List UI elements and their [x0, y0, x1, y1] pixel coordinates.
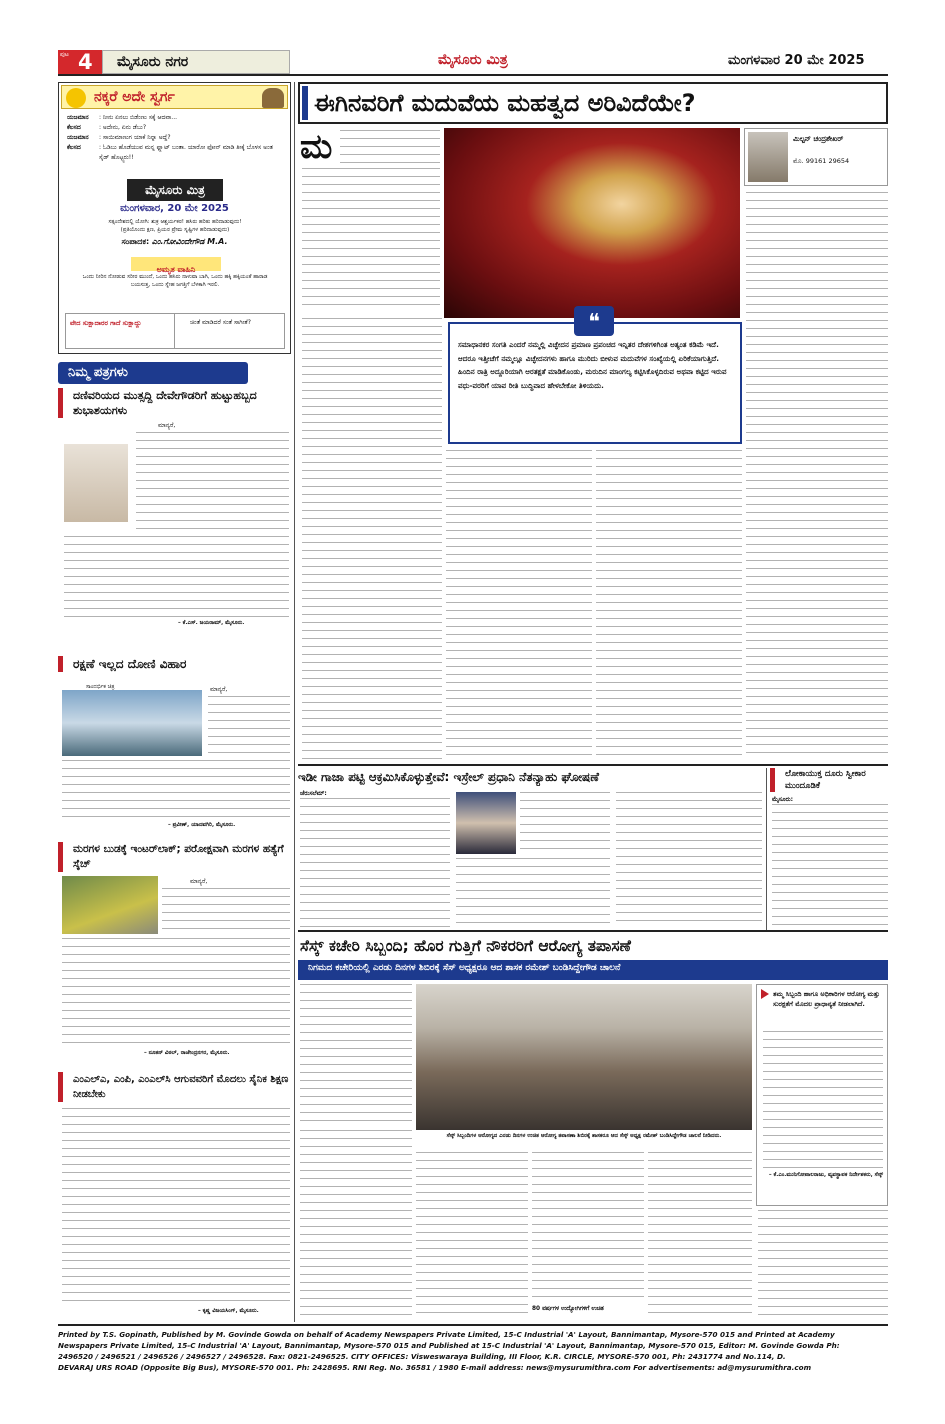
letter-1	[58, 388, 291, 640]
letter-2-body-2	[62, 760, 290, 820]
editor-line	[59, 237, 290, 247]
joke-lines	[67, 113, 285, 163]
imprint-line-2: Newspapers Private Limited, 15-C Industrial 'A' Layout, Bannimantap, Mysore-570 015 and Published at 15-C Industrial 'A' Layout, Bannimantap, Mysore-570 015, Editor: M. Govinde Gowda Ph:	[58, 1341, 840, 1350]
logo-box	[127, 179, 223, 201]
pull-quote-box	[448, 310, 742, 444]
letter-3	[58, 842, 291, 1064]
lead-body-col-3	[596, 450, 742, 760]
health-col-1	[300, 984, 412, 1128]
letter-2-salute: ಮಾನ್ಯರೆ,	[210, 686, 228, 693]
side-quote-arrow-icon	[761, 989, 769, 999]
lead-headline-accent	[302, 86, 308, 120]
lead-photo	[444, 128, 740, 318]
health-headline: ಸೆಸ್ಕ್ ಕಚೇರಿ ಸಿಬ್ಬಂದಿ; ಹೊರ ಗುತ್ತಿಗೆ ನೌಕರರಿಗೆ ಆರೋಗ್ಯ ತಪಾಸಣೆ	[300, 937, 631, 955]
imprint-line-3: 2496520 / 2496521 / 2496526 / 2496527 / 2496528. Fax: 0821-2496525. CITY OFFICES: Visweswaraya Building, III Floor, K.R. CIRCLE, MYSORE-570 001, Ph: 2431774 and No.114, D.	[58, 1352, 786, 1361]
health-subhead: ನಿಗಮದ ಕಚೇರಿಯಲ್ಲಿ ಎರಡು ದಿನಗಳ ಶಿಬಿರಕ್ಕೆ ಸೆಸ್ ಅಧ್ಯಕ್ಷರೂ ಆದ ಶಾಸಕ ರಮೇಶ್ ಬಂಡಿಸಿದ್ದೇಗೌಡ ಚಾಲನೆ	[308, 963, 621, 973]
issue-date: ಮಂಗಳವಾರ 20 ಮೇ 2025	[728, 53, 865, 68]
quote-icon: ❝	[574, 306, 614, 336]
editor-name: ಎಂ.ಗೋವಿಂದೇಗೌಡ M.A.	[151, 237, 228, 246]
author-photo	[748, 132, 788, 182]
pull-quote-text: ಸಮಾಧಾನಕರ ಸಂಗತಿ ಎಂದರೆ ನಮ್ಮಲ್ಲಿ ವಿಚ್ಛೇದನ ಪ್ರಮಾಣ ಪ್ರಪಂಚದ ಇನ್ನಿತರ ದೇಶಗಳಿಗಿಂತ ಅತ್ಯಂತ ಕಡಿಮೆ ಇದೆ. ಆದರೂ ಇತ್ತೀಚೆಗೆ ನಮ್ಮಲ್ಲೂ ವಿಚ್ಛೇದನಗಳು ಹಾಗೂ ಮುರಿದು ಬೀಳುವ ಮದುವೆಗಳ ಸಂಖ್ಯೆಯಲ್ಲಿ ಏರಿಕೆಯಾಗುತ್ತಿದೆ. ಹಿಂದಿನ ರಾತ್ರಿ ಅದ್ದೂರಿಯಾಗಿ ಆರತಕ್ಷತೆ ಮಾಡಿಕೊಂಡು, ಮರುದಿನ ಮಾಂಗಲ್ಯ ಕಟ್ಟಿಸಿಕೊಳ್ಳದಿರುವ ಅಥವಾ ಕಟ್ಟಿದ ಇರುವ ವಧು-ವರರಿಗೆ ಯಾವ ರೀತಿ ಬುದ್ಧಿವಾದ ಹೇಳಬೇಕೋ ತಿಳಿಯದು.	[458, 340, 727, 390]
lokayukta-lead: ಮೈಸೂರು:	[772, 796, 794, 803]
letter-3-body-2	[62, 938, 290, 1048]
lead-body-col-2	[446, 450, 592, 760]
joke-title-bar	[61, 85, 288, 109]
masthead-bar	[58, 48, 888, 76]
veda-left: ವೇದ ಸುಕ್ಷಾದಾರರ ಗಾದೆ ಸುಕ್ಷಾದ್ದು	[70, 319, 142, 327]
health-photo-caption: ಸೆಸ್ಕ್ ಸಿಬ್ಬಂದಿಗಳ ಆರೋಗ್ಯದ ಎರಡು ದಿನಗಳ ಉಚಿತ ಆರೋಗ್ಯ ತಪಾಸಣಾ ಶಿಬಿರಕ್ಕೆ ಶಾಸಕರೂ ಆದ ಸೆಸ್ಕ್ ಅಧ್ಯಕ್ಷ ರಮೇಶ್ ಬಂಡಿಸಿದ್ದೇಗೌಡ ಚಾಲನೆ ನೀಡಿದರು.	[446, 1133, 722, 1139]
lead-drop-cap: ಮ	[300, 127, 333, 167]
health-subhead-bar	[298, 960, 888, 980]
netanyahu-story	[298, 768, 764, 928]
letter-3-salute: ಮಾನ್ಯರೆ,	[190, 878, 208, 885]
letter-4-title: ಎಂಎಲ್‌ಎ, ಎಂಪಿ, ಎಂಎಲ್‌ಸಿ ಆಗುವವರಿಗೆ ಮೊದಲು ಸೈನಿಕ ಶಿಕ್ಷಣ ನೀಡಬೇಕು	[58, 1072, 291, 1102]
joke-line: ಯಜಮಾನ : ಸಾಯಿಮಾಣುಗ ಯಾಕೆ ನಿನ್ನಾ ಅದ್ದೆ?	[67, 134, 171, 141]
side-quote-body	[763, 1031, 883, 1169]
amrutha-title: ಅಮೃತ ವಾಹಿನಿ	[131, 257, 221, 271]
letter-2-photo-caption: ಸಾಂದರ್ಭಿಕ ಚಿತ್ರ	[86, 684, 115, 690]
lead-headline: ಈಗಿನವರಿಗೆ ಮದುವೆಯ ಮಹತ್ವದ ಅರಿವಿದೆಯೇ?	[314, 89, 696, 117]
letter-1-sign: – ಕೆ.ಎಸ್. ಜಯರಾಮ್, ಮೈಸೂರು.	[178, 620, 245, 626]
page-number-box	[58, 50, 102, 74]
side-quote-sign: – ಕೆ.ಎಂ.ಮುನಿಗೋಪಾಲರಾಜು, ವ್ಯವಸ್ಥಾಪಕ ನಿರ್ದೇಶಕರು, ಸೆಸ್ಕ್	[768, 1172, 883, 1178]
letter-1-body-2	[64, 536, 289, 620]
letter-2-photo	[62, 690, 202, 756]
paper-name: ಮೈಸೂರು ಮಿತ್ರ	[438, 52, 508, 68]
health-box-text: 80 ವರ್ಷಗಳ ಉದ್ಯೋಗಿಗಳಿಗೆ ಉಚಿತ	[532, 1306, 604, 1312]
lead-body-col-1c	[302, 318, 442, 760]
letter-2-title: ರಕ್ಷಣೆ ಇಲ್ಲದ ದೋಣಿ ವಿಹಾರ	[58, 656, 291, 672]
page-number: 4	[78, 50, 93, 74]
lokayukta-body	[772, 804, 888, 928]
letters-banner	[58, 362, 248, 384]
veda-divider	[174, 314, 175, 348]
letter-1-title: ದಣಿವರಿಯದ ಮುತ್ಸದ್ದಿ ದೇವೇಗೌಡರಿಗೆ ಹುಟ್ಟುಹಬ್ಬದ ಶುಭಾಶಯಗಳು	[58, 388, 291, 418]
letter-2	[58, 656, 291, 834]
netanyahu-col-1	[300, 798, 450, 928]
section-rule-2	[298, 930, 888, 932]
netanyahu-photo	[456, 792, 516, 854]
netanyahu-col-3	[616, 792, 762, 928]
letter-4-body	[62, 1108, 290, 1304]
lead-headline-box	[298, 82, 888, 124]
letter-2-body	[208, 696, 290, 756]
lead-body-col-1b	[302, 168, 440, 312]
health-col-2	[416, 1152, 528, 1318]
lokayukta-headline: ಲೋಕಾಯುಕ್ತ ದೂರು ಸ್ವೀಕಾರ ಮುಂದೂಡಿಕೆ	[770, 768, 888, 792]
joke-title: ನಕ್ಕರೆ ಅದೇ ಸ್ವರ್ಗ	[94, 89, 175, 105]
letter-1-body	[136, 432, 289, 532]
author-name: ಮಿಲ್ಟನ್ ಚಂದ್ರಶೇಖರ್	[793, 135, 844, 143]
author-phone: ಮೊ. 99161 29654	[793, 157, 850, 165]
credit-line-2: (ಪ್ರತಿಯೊಂದು ಕ್ಷಣ, ಪ್ರಿಯರ ಪ್ರೇಮ ಸೃಷ್ಟಿಗಳ ಹರಿದಾಡುವುದು)	[120, 227, 230, 233]
section-rule-1	[298, 764, 888, 766]
imprint-line-1: Printed by T.S. Gopinath, Published by M. Govinde Gowda on behalf of Academy Newspapers Private Limited, 15-C Industrial 'A' Layout, Bannimantap, Mysore-570 015 and Printed at Academy	[58, 1330, 835, 1339]
joke-line: ಯಜಮಾನ : ನೀನು ಏನಲು ಬಿಡೆಂಣು ಸಕ್ಕೆ ಆದವಾ...	[67, 114, 178, 121]
letter-1-photo	[64, 444, 128, 522]
letters-banner-text: ನಿಮ್ಮ ಪತ್ರಗಳು	[68, 365, 128, 380]
letter-3-body	[162, 888, 290, 934]
editor-label: ಸಂಪಾದಕ:	[121, 237, 150, 246]
health-col-3	[532, 1152, 644, 1304]
author-box	[744, 128, 888, 186]
column-divider	[294, 82, 295, 1322]
lokayukta-story	[770, 768, 888, 930]
letter-1-salute: ಮಾನ್ಯರೆ,	[158, 422, 176, 429]
lead-body-col-4	[746, 192, 888, 760]
letter-3-photo	[62, 876, 158, 934]
cartoon-icon	[262, 88, 284, 108]
health-col-4	[648, 1152, 752, 1318]
joke-line: ಕೆಲಸದ : ಓಡಿಬು ಹೊಡೆಯುವ ಮನ್ನ ಫ್ಲ್ಲಾಟ್ ಬಂತಾ. ಯಾರೋ ಫೋನ್ ಮಾಡಿ ತೀಕ್ಕೆ ಬೊಳಸ ಅಂತ ಸೈಡ್ ಹೊಟ್ಟ್ಟರು!!	[67, 144, 273, 161]
page-prefix: ಪುಟ	[60, 51, 69, 58]
laugh-icon	[66, 88, 86, 108]
letter-4-sign: – ಕೃಷ್ಣ ವಿಜಯಸಿಂಗ್, ಮೈಸೂರು.	[198, 1308, 259, 1314]
letter-2-sign: – ಪ್ರವೀಣ್, ಯಾದವಗಿರಿ, ಮೈಸೂರು.	[168, 822, 236, 828]
letter-3-title: ಮರಗಳ ಬುಡಕ್ಕೆ ಇಂಟರ್‌ಲಾಕ್; ಪರೋಕ್ಷವಾಗಿ ಮರಗಳ ಹತ್ಯೆಗೆ ಸ್ಕೆಚ್	[58, 842, 291, 872]
side-quote-text: ತಮ್ಮ ಸಿಬ್ಬಂದಿ ಹಾಗೂ ಅಧಿಕಾರಿಗಳ ಆರೋಗ್ಯ ಮತ್ತು ಸುರಕ್ಷತೆಗೆ ಮೊದಲ ಪ್ರಾಧಾನ್ಯತೆ ನೀಡಲಾಗಿದೆ.	[773, 990, 880, 1008]
joke-line: ಕೆಲಸದ : ಅದೇನು, ಏನು ಡೆಬು?	[67, 124, 147, 131]
netanyahu-col-2b	[456, 858, 610, 928]
section-name: ಮೈಸೂರು ನಗರ	[117, 54, 189, 70]
health-col-1b	[300, 1130, 412, 1318]
story-divider-v	[766, 768, 767, 930]
netanyahu-lead: ಜೆರುಸಲೆಮ್:	[300, 790, 327, 797]
date-line: ಮಂಗಳವಾರ, 20 ಮೇ 2025	[120, 203, 229, 214]
veda-right: ಚಿಂತೆ ಮಾಡಿದರೆ ಸಂತೆ ಸಾಗೀತೆ?	[190, 319, 251, 326]
netanyahu-headline: ಇಡೀ ಗಾಜಾ ಪಟ್ಟಿ ಆಕ್ರಮಿಸಿಕೊಳ್ಳುತ್ತೇವೆ: ಇಸ್ರೇಲ್ ಪ್ರಧಾನಿ ನೆತನ್ಯಾಹು ಘೋಷಣೆ	[298, 770, 599, 784]
section-name-box	[102, 50, 290, 74]
side-quote-box	[756, 984, 888, 1206]
letter-3-sign: – ನೂತನ್ ವಿಠಲ್, ರಾಜೇಂದ್ರನಗರ, ಮೈಸೂರು.	[144, 1050, 230, 1056]
netanyahu-col-2	[520, 792, 610, 854]
health-photo	[416, 984, 752, 1130]
imprint-line-4: DEVARAJ URS ROAD (Opposite Big Bus), MYSORE-570 001. Ph: 2428695. RNI Reg. No. 36581 / 1980 E-mail address: news@mysurumithra.com For advertisements: ad@mysurumithra.com	[58, 1363, 812, 1372]
amrutha-text: ಒಂದು ನೀರಿನ ನೋಡುವ ಸರೀರ ಮುಂದೆ, ಒಂದು ಹಸಿರು ನಾಳುವಾ ಬಾಗಿ, ಒಂದು ಹಕ್ಕಿ ಹಕ್ಕಿಯಂತೆ ಹಾರಾಡ ಬಯಸುತ್ತ, ಒಂದು ಸ್ನೇಹ ಜಗತ್ತಿಗೆ ಬೆಳಕಾಗಿ ಇರಲಿ.	[82, 274, 268, 288]
logo-text: ಮೈಸೂರು ಮಿತ್ರ	[145, 183, 205, 197]
health-col-5	[758, 1210, 888, 1318]
credit-line-1: ಸತ್ಸಂದೇಶದಲ್ಲಿ ಯೋಗಿ: ಶುಕ್ರ ಆಶ್ಚರ್ಯಕರ! ಹಸಿರು ಹರಿತು ಹರಿದಾಡುವುದು!	[108, 219, 242, 225]
imprint-footer	[58, 1324, 888, 1374]
letter-4	[58, 1072, 291, 1318]
veda-box	[65, 313, 285, 349]
lead-body-col-1	[340, 130, 440, 166]
joke-box	[58, 82, 291, 354]
